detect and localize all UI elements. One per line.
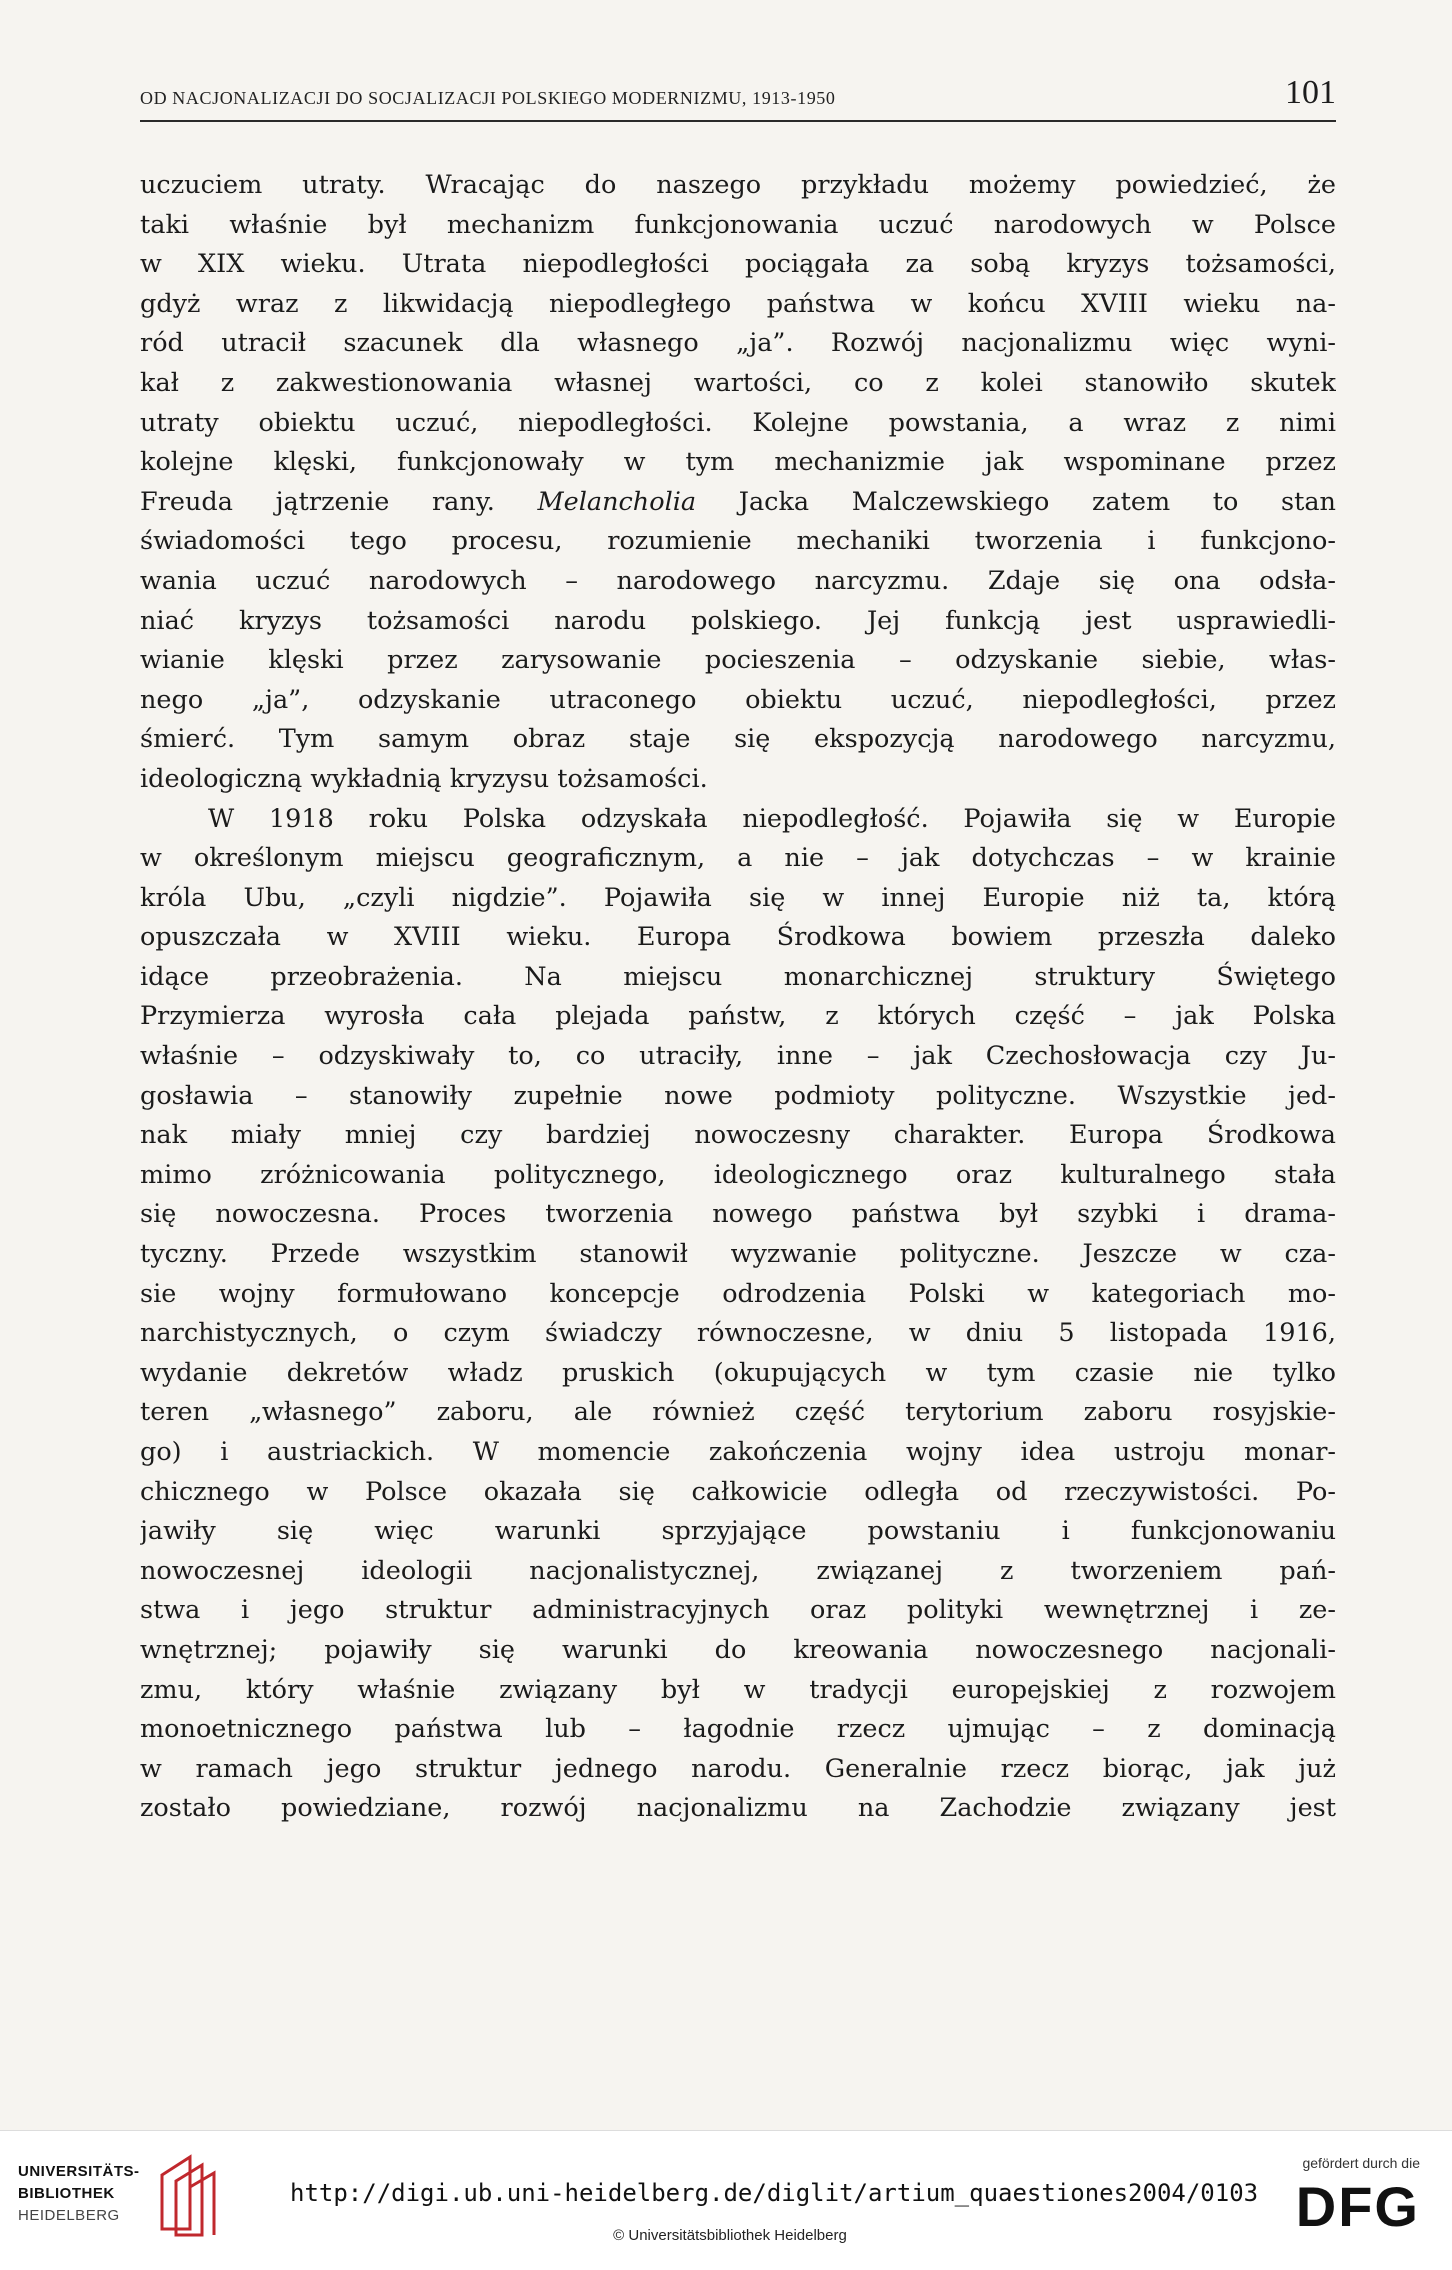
text-line: tyczny. Przede wszystkim stanowił wyzwanie polityczne. Jeszcze w cza-	[140, 1239, 1336, 1270]
text-line: kolejne klęski, funkcjonowały w tym mechanizmie jak wspominane przez	[140, 447, 1336, 478]
text-line: go) i austriackich. W momencie zakończenia wojny idea ustroju monar-	[140, 1437, 1336, 1467]
text-line: Przymierza wyrosła cała plejada państw, z których część – jak Polska	[140, 1001, 1336, 1032]
text-line: ideologiczną wykładnią kryzysu tożsamości.	[140, 763, 708, 794]
text-line: uczuciem utraty. Wracając do naszego przykładu możemy powiedzieć, że	[140, 170, 1336, 200]
text-line: utraty obiektu uczuć, niepodległości. Kolejne powstania, a wraz z nimi	[140, 407, 1336, 438]
text-line: zostało powiedziane, rozwój nacjonalizmu na Zachodzie związany jest	[140, 1793, 1336, 1824]
text-line: króla Ubu, „czyli nigdzie”. Pojawiła się w innej Europie niż ta, którą	[140, 882, 1336, 913]
text-line: W 1918 roku Polska odzyskała niepodległość. Pojawiła się w Europie	[208, 803, 1336, 834]
text-line: jawiły się więc warunki sprzyjające powstaniu i funkcjonowaniu	[140, 1516, 1336, 1547]
text-line: Freuda jątrzenie rany. Melancholia Jacka Malczewskiego zatem to stan	[140, 486, 1336, 517]
text-line: w określonym miejscu geograficznym, a nie – jak dotychczas – w krainie	[140, 843, 1336, 874]
text-line: świadomości tego procesu, rozumienie mechaniki tworzenia i funkcjono-	[140, 526, 1336, 557]
text-line: taki właśnie był mechanizm funkcjonowania uczuć narodowych w Polsce	[140, 209, 1336, 240]
text-line: wydanie dekretów władz pruskich (okupujących w tym czasie nie tylko	[140, 1357, 1336, 1388]
text-line: wianie klęski przez zarysowanie pocieszenia – odzyskanie siebie, włas-	[140, 645, 1336, 676]
dfg-caption: gefördert durch die	[1302, 2155, 1420, 2171]
copyright-notice: © Universitätsbibliothek Heidelberg	[613, 2227, 847, 2244]
running-header	[140, 74, 1336, 122]
library-name-line3: HEIDELBERG	[18, 2207, 120, 2224]
library-logo[interactable]	[18, 2163, 208, 2253]
dfg-funding-badge[interactable]	[1270, 2155, 1420, 2255]
text-line: niać kryzys tożsamości narodu polskiego. Jej funkcją jest usprawiedli-	[140, 605, 1336, 636]
text-line: stwa i jego struktur administracyjnych oraz polityki wewnętrznej i ze-	[140, 1595, 1336, 1626]
text-line: w XIX wieku. Utrata niepodległości pociągała za sobą kryzys tożsamości,	[140, 249, 1336, 280]
text-line: nowoczesnej ideologii nacjonalistycznej, związanej z tworzeniem pań-	[140, 1555, 1336, 1586]
text-line: idące przeobrażenia. Na miejscu monarchicznej struktury Świętego	[140, 961, 1336, 992]
text-line: opuszczała w XVIII wieku. Europa Środkowa bowiem przeszła daleko	[140, 922, 1336, 953]
text-line: chicznego w Polsce okazała się całkowicie odległa od rzeczywistości. Po-	[140, 1476, 1336, 1507]
library-name-line1: UNIVERSITÄTS-	[18, 2163, 140, 2180]
text-line: nak miały mniej czy bardziej nowoczesny charakter. Europa Środkowa	[140, 1120, 1336, 1151]
body-text	[140, 166, 1336, 1829]
text-line: sie wojny formułowano koncepcje odrodzenia Polski w kategoriach mo-	[140, 1278, 1336, 1309]
text-line: się nowoczesna. Proces tworzenia nowego państwa był szybki i drama-	[140, 1199, 1336, 1230]
page-number: 101	[1285, 74, 1336, 111]
paragraph	[140, 166, 1336, 800]
dfg-logo: DFG	[1295, 2175, 1420, 2238]
text-line: ród utracił szacunek dla własnego „ja”. Rozwój nacjonalizmu więc wyni-	[140, 328, 1336, 359]
text-line: właśnie – odzyskiwały to, co utraciły, inne – jak Czechosłowacja czy Ju-	[140, 1041, 1336, 1072]
running-title: OD NACJONALIZACJI DO SOCJALIZACJI POLSKIEGO MODERNIZMU, 1913-1950	[140, 88, 836, 108]
text-line: wania uczuć narodowych – narodowego narcyzmu. Zdaje się ona odsła-	[140, 565, 1336, 596]
text-line: monoetnicznego państwa lub – łagodnie rzecz ujmując – z dominacją	[140, 1714, 1336, 1745]
library-name-line2: BIBLIOTHEK	[18, 2185, 115, 2202]
text-line: narchistycznych, o czym świadczy równoczesne, w dniu 5 listopada 1916,	[140, 1318, 1336, 1349]
text-line: w ramach jego struktur jednego narodu. Generalnie rzecz biorąc, jak już	[140, 1753, 1336, 1784]
text-line: teren „własnego” zaboru, ale również część terytorium zaboru rosyjskie-	[140, 1397, 1336, 1428]
text-line: zmu, który właśnie związany był w tradycji europejskiej z rozwojem	[140, 1674, 1336, 1705]
paragraph	[140, 800, 1336, 1829]
text-line: gdyż wraz z likwidacją niepodległego państwa w końcu XVIII wieku na-	[140, 288, 1336, 319]
footer	[0, 2130, 1452, 2270]
source-url-link[interactable]: http://digi.ub.uni-heidelberg.de/diglit/artium_quaestiones2004/0103	[290, 2179, 1259, 2207]
library-mark-icon	[156, 2151, 220, 2237]
text-line: mimo zróżnicowania politycznego, ideologicznego oraz kulturalnego stała	[140, 1159, 1336, 1190]
text-line: śmierć. Tym samym obraz staje się ekspozycją narodowego narcyzmu,	[140, 724, 1336, 755]
text-line: gosławia – stanowiły zupełnie nowe podmioty polityczne. Wszystkie jed-	[140, 1080, 1336, 1111]
text-line: kał z zakwestionowania własnej wartości, co z kolei stanowiło skutek	[140, 367, 1336, 398]
text-line: wnętrznej; pojawiły się warunki do kreowania nowoczesnego nacjonali-	[140, 1634, 1336, 1665]
text-line: nego „ja”, odzyskanie utraconego obiektu uczuć, niepodległości, przez	[140, 684, 1336, 715]
